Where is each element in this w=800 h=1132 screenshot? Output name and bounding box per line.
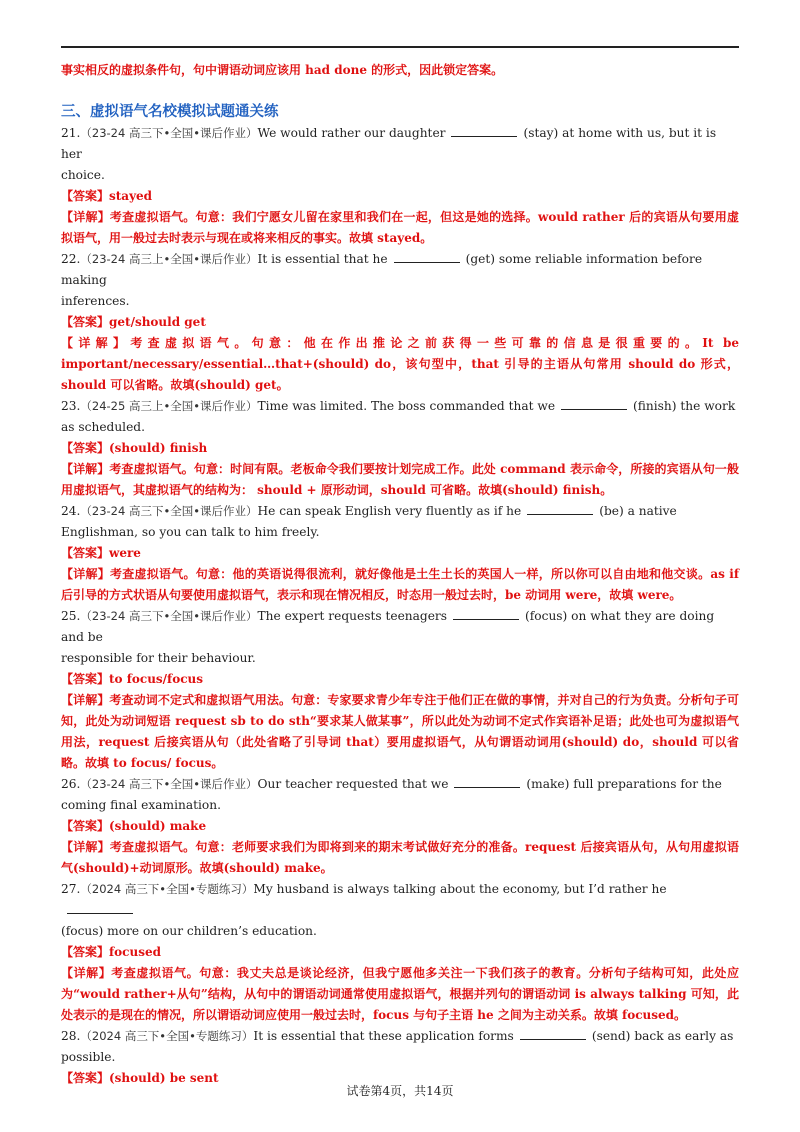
question-number: 26. <box>61 777 81 791</box>
answer-blank[interactable] <box>451 124 517 137</box>
question-hint: (be) a native <box>599 504 677 518</box>
question-continuation: responsible for their behaviour. <box>61 651 256 665</box>
question-stem: Time was limited. The boss commanded that we <box>257 399 556 413</box>
detail-explanation: 【详解】考查虚拟语气。句意：时间有限。老板命令我们要按计划完成工作。此处 command 表示命令，所接的宾语从句一般用虚拟语气，其虚拟语气的结构为： should + 原形动词，should 可省略。故填(should) finish。 <box>61 462 739 497</box>
answer-line: 【答案】focused <box>61 945 161 959</box>
question-item <box>61 606 739 774</box>
question-stem: Our teacher requested that we <box>257 777 449 791</box>
question-source: （23-24 高三上•全国•课后作业） <box>80 252 258 266</box>
detail-explanation: 【详解】考查虚拟语气。句意：老师要求我们为即将到来的期末考试做好充分的准备。request 后接宾语从句，从句用虚拟语气(should)+动词原形。故填(should) make。 <box>61 840 739 875</box>
answer-blank[interactable] <box>67 901 133 914</box>
question-text <box>61 879 739 921</box>
question-source: （23-24 高三下•全国•课后作业） <box>80 504 258 518</box>
question-item <box>61 879 739 1026</box>
question-number: 22. <box>61 252 81 266</box>
answer-line: 【答案】(should) make <box>61 819 207 833</box>
answer-line: 【答案】were <box>61 546 141 560</box>
section-title: 三、虚拟语气名校模拟试题通关练 <box>61 103 279 120</box>
intro-explanation: 事实相反的虚拟条件句，句中谓语动词应该用 had done 的形式，因此锁定答案。 <box>61 63 504 77</box>
detail-explanation: 【详解】考查虚拟语气。句意：我丈夫总是谈论经济，但我宁愿他多关注一下我们孩子的教育。分析句子结构可知，此处应为“would rather+从句”结构，从句中的谓语动词通常使用虚拟语气，根据并列句的谓语动词 is always talking 可知，此处表示的是现在的情况，所以谓语动词应使用一般过去时，focus 与句子主语 he 之间为主动关系。故填 focused。 <box>61 966 739 1022</box>
detail-explanation: 【详解】考查虚拟语气。句意：他在作出推论之前获得一些可靠的信息是很重要的。It be important/necessary/essential…that+(should) do，该句型中，that 引导的主语从句常用 should do 形式，should 可以省略。故填(should) get。 <box>61 336 739 392</box>
question-number: 24. <box>61 504 81 518</box>
question-list <box>61 123 739 1089</box>
question-text <box>61 774 739 795</box>
question-item <box>61 1026 739 1089</box>
header-rule <box>61 46 739 48</box>
question-hint: (get) some reliable information before making <box>61 252 703 287</box>
question-stem: The expert requests teenagers <box>257 609 448 623</box>
question-item <box>61 123 739 249</box>
question-continuation: (focus) more on our children’s education. <box>61 924 317 938</box>
question-continuation: as scheduled. <box>61 420 145 434</box>
question-text <box>61 501 739 522</box>
question-number: 28. <box>61 1029 81 1043</box>
document-body <box>61 60 739 1089</box>
question-text <box>61 1026 739 1047</box>
question-item <box>61 249 739 396</box>
question-item <box>61 774 739 879</box>
answer-blank[interactable] <box>520 1027 586 1040</box>
question-number: 21. <box>61 126 81 140</box>
answer-line: 【答案】to focus/focus <box>61 672 204 686</box>
question-source: （23-24 高三下•全国•课后作业） <box>80 777 258 791</box>
question-stem: We would rather our daughter <box>257 126 446 140</box>
question-hint: (send) back as early as <box>591 1029 734 1043</box>
question-hint: (focus) on what they are doing and be <box>61 609 715 644</box>
answer-blank[interactable] <box>561 397 627 410</box>
answer-line: 【答案】(should) be sent <box>61 1071 219 1085</box>
question-number: 27. <box>61 882 81 896</box>
question-continuation: inferences. <box>61 294 130 308</box>
question-stem: It is essential that these application forms <box>253 1029 514 1043</box>
question-text <box>61 123 739 165</box>
question-continuation: choice. <box>61 168 105 182</box>
detail-explanation: 【详解】考查动词不定式和虚拟语气用法。句意：专家要求青少年专注于他们正在做的事情，并对自己的行为负责。分析句子可知，此处为动词短语 request sb to do sth“要求某人做某事”，所以此处为动词不定式作宾语补足语；此处也可为虚拟语气用法，request 后接宾语从句（此处省略了引导词 that）要用虚拟语气，从句谓语动词用(should) do，should 可以省略。故填 to focus/ focus。 <box>61 693 739 770</box>
question-source: （24-25 高三上•全国•课后作业） <box>80 399 258 413</box>
answer-blank[interactable] <box>394 250 460 263</box>
answer-blank[interactable] <box>453 607 519 620</box>
question-continuation: coming final examination. <box>61 798 221 812</box>
question-text <box>61 606 739 648</box>
question-source: （2024 高三下•全国•专题练习） <box>80 882 254 896</box>
question-source: （23-24 高三下•全国•课后作业） <box>80 609 258 623</box>
question-item <box>61 501 739 606</box>
detail-explanation: 【详解】考查虚拟语气。句意：我们宁愿女儿留在家里和我们在一起，但这是她的选择。would rather 后的宾语从句要用虚拟语气，用一般过去时表示与现在或将来相反的事实。故填 stayed。 <box>61 210 739 245</box>
question-number: 25. <box>61 609 81 623</box>
answer-line: 【答案】stayed <box>61 189 153 203</box>
question-stem: My husband is always talking about the economy, but I’d rather he <box>253 882 667 896</box>
question-hint: (make) full preparations for the <box>526 777 722 791</box>
detail-explanation: 【详解】考查虚拟语气。句意：他的英语说得很流利，就好像他是土生土长的英国人一样，所以你可以自由地和他交谈。as if 后引导的方式状语从句要使用虚拟语气，表示和现在情况相反，时态用一般过去时，be 动词用 were，故填 were。 <box>61 567 739 602</box>
question-text <box>61 396 739 417</box>
question-hint: (stay) at home with us, but it is her <box>61 126 717 161</box>
question-source: （2024 高三下•全国•专题练习） <box>80 1029 254 1043</box>
page-footer: 试卷第4页，共14页 <box>346 1084 454 1098</box>
question-hint: (finish) the work <box>633 399 736 413</box>
question-number: 23. <box>61 399 81 413</box>
answer-blank[interactable] <box>454 775 520 788</box>
answer-line: 【答案】get/should get <box>61 315 206 329</box>
question-continuation: Englishman, so you can talk to him freely. <box>61 525 320 539</box>
question-text <box>61 249 739 291</box>
question-stem: He can speak English very fluently as if he <box>257 504 522 518</box>
question-continuation: possible. <box>61 1050 116 1064</box>
question-stem: It is essential that he <box>257 252 388 266</box>
answer-blank[interactable] <box>527 502 593 515</box>
question-source: （23-24 高三下•全国•课后作业） <box>80 126 258 140</box>
answer-line: 【答案】(should) finish <box>61 441 208 455</box>
question-item <box>61 396 739 501</box>
